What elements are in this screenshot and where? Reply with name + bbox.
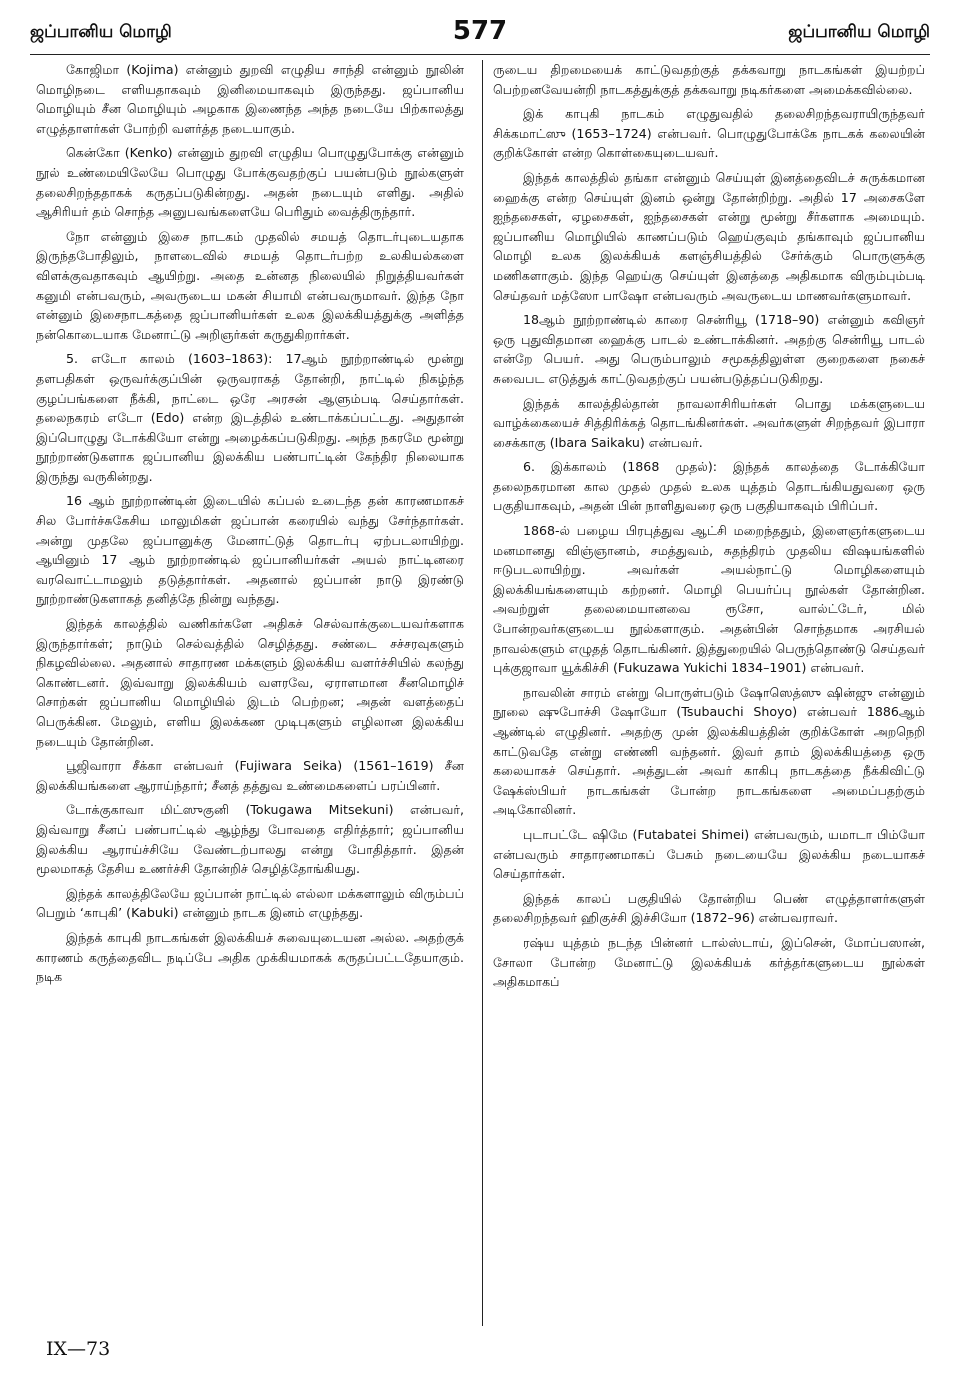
page-header xyxy=(30,18,930,52)
paragraph: இந்தக் காபுகி நாடகங்கள் இலக்கியச் சுவையுடையன அல்ல. அதற்குக் காரணம் கருத்தைவிட நடிப்பே அதிக முக்கியமாகக் கருதப்பட்டதேயாகும். நடிக xyxy=(36,929,464,985)
paragraph: 18ஆம் நூற்றாண்டில் காரை சென்ரியூ (1718–90) என்னும் கவிஞர் ஒரு புதுவிதமான ஹைக்கு பாடல் உண்டாக்கினர். அதற்கு சென்ரியூ பாடல் என்றே பெயர். அது பெரும்பாலும் சமூகத்திலுள்ள குறைகளை நகைச் சுவைபட எடுத்துக் காட்டுவதற்குப் பயன்படுத்தப்படுகிறது. xyxy=(493,312,925,386)
paragraph: இந்தக் காலத்திலேயே ஜப்பான் நாட்டில் எல்லா மக்களாலும் விரும்பப் பெறும் ‘காபுகி’ (Kabuki) என்னும் நாடக இனம் எழுந்தது. xyxy=(36,885,464,921)
paragraph: புடாபட்டே ஷிமே (Futabatei Shimei) என்பவரும், யமாடா பிம்யோ என்பவரும் சாதாரணமாகப் பேசும் நடையையே இலக்கிய நடையாகச் செய்தார்கள். xyxy=(493,826,925,882)
right-column xyxy=(493,60,925,1350)
paragraph: கென்கோ (Kenko) என்னும் துறவி எழுதிய பொழுதுபோக்கு என்னும் நூல் உண்மையிலேயே பொழுது போக்குவதற்குப் பயன்படும் நூல்களுள் தலைசிறந்ததாகக் கருதப்படுகின்றது. அதன் நடையும் எளிது. அதில் ஆசிரியர் தம் சொந்த அனுபவங்களையே பெரிதும் வைத்திருந்தார். xyxy=(36,145,464,220)
page-number: 577 xyxy=(452,16,508,46)
left-column xyxy=(36,60,464,1350)
volume-signature: IX—73 xyxy=(46,1338,111,1360)
paragraph: 5. எடோ காலம் (1603–1863): 17ஆம் நூற்றாண்டில் மூன்று தளபதிகள் ஒருவர்க்குப்பின் ஒருவராகத் தோன்றி, நாட்டில் நிகழ்ந்த குழப்பங்களை நீக்கி, நாட்டை ஒரே அரசன் ஆளும்படி செய்தார்கள். தலைநகரம் எடோ (Edo) என்ற இடத்தில் உண்டாக்கப்பட்டது. அதுதான் இப்பொழுது டோக்கியோ என்று அழைக்கப்படுகிறது. அந்த நகரமே மூன்று நூற்றாண்டுகளாக ஜப்பானிய இலக்கிய பண்பாட்டின் கேந்திர நிலையாக இருந்து வருகின்றது. xyxy=(36,351,464,484)
paragraph: கோஜிமா (Kojima) என்னும் துறவி எழுதிய சாந்தி என்னும் நூலின் மொழிநடை எளியதாகவும் இனிமையாகவும் இருந்தது. ஜப்பானிய மொழியும் சீன மொழியும் அழகாக இணைந்த அந்த நடையே பிற்காலத்து எழுத்தாளர்கள் போற்றி வளர்த்த நடையாகும். xyxy=(36,62,464,136)
paragraph: நோ என்னும் இசை நாடகம் முதலில் சமயத் தொடர்புடையதாக இருந்தபோதிலும், நாளடைவில் சமயத் தொடர்பற்ற உலகியல்களை விளக்குவதாகவும் ஆயிற்று. அதை உன்னத நிலையில் நிறுத்தியவர்கள் கனுமி என்பவரும், அவருடைய மகன் சியாமி என்பவருமாவர். இந்த நோ என்னும் இசைநாடகத்தை ஜப்பானியர்கள் உலக இலக்கியத்துக்கு அளித்த நன்கொடையாக மேனாட்டு அறிஞர்கள் கருதுகிறார்கள். xyxy=(36,228,464,342)
column-divider xyxy=(482,60,483,1326)
paragraph: இந்தக் காலத்தில்தான் நாவலாசிரியர்கள் பொது மக்களுடைய வாழ்க்கையைச் சித்திரிக்கத் தொடங்கினர்கள். அவர்களுள் சிறந்தவர் இபாரா சைக்காகு (Ibara Saikaku) என்பவர். xyxy=(493,395,925,450)
paragraph: பூஜிவாரா சீக்கா என்பவர் (Fujiwara Seika) (1561–1619) சீன இலக்கியங்களை ஆராய்ந்தார்; சீனத் தத்துவ உண்மைகளைப் பரப்பினர். xyxy=(36,758,464,793)
paragraph: டோக்குகாவா மிட்ஸுகுனி (Tokugawa Mitsekuni) என்பவர், இவ்வாறு சீனப் பண்பாட்டில் ஆழ்ந்து போவதை எதிர்த்தார்; ஜப்பானிய இலக்கிய ஆராய்ச்சியே வேண்டற்பாலது என்று போதித்தார். இதன் மூலமாகத் தேசிய உணர்ச்சி தோன்றிச் செழித்தோங்கியது. xyxy=(36,802,464,877)
paragraph: இந்தக் காலப் பகுதியில் தோன்றிய பெண் எழுத்தாளர்களுள் தலைசிறந்தவர் ஹிகுச்சி இச்சியோ (1872–96) என்பவராவர். xyxy=(493,890,925,926)
paragraph: இந்தக் காலத்தில் வணிகர்களே அதிகச் செல்வாக்குடையவர்களாக இருந்தார்கள்; நாடும் செல்வத்தில் செழித்தது. சண்டை சச்சரவுகளும் நிகழவில்லை. அதனால் சாதாரண மக்களும் இலக்கிய வளர்ச்சியில் கலந்து கொண்டனர். இவ்வாறு இலக்கியம் வளரவே, ஏராளமான சீனமொழிச் சொற்கள் ஜப்பானிய மொழியில் இடம் பெற்றன; அதன் வளத்தைப் பெருக்கின. மேலும், எளிய இலக்கண முடிபுகளும் எழிலான இலக்கிய நடையும் தோன்றின. xyxy=(36,616,464,749)
paragraph: 16 ஆம் நூற்றாண்டின் இடையில் கப்பல் உடைந்த தன் காரணமாகச் சில போர்ச்சுகேசிய மாலுமிகள் ஜப்பான் கரையில் வந்து சேர்ந்தார்கள். அன்று முதலே ஜப்பானுக்கு மேனாட்டுத் தொடர்பு ஏற்படலாயிற்று. ஆயினும் 17 ஆம் நூற்றாண்டில் ஜப்பானியர்கள் அயல் நாட்டினரை வரவொட்டாமலும் தடுத்தார்கள். அதனால் ஜப்பான் நாடு இரண்டு நூற்றாண்டுகளாகத் தனித்தே நின்று வந்தது. xyxy=(36,493,464,607)
running-title-right: ஜப்பானிய மொழி xyxy=(788,22,930,42)
paragraph: ருடைய திறமையைக் காட்டுவதற்குத் தக்கவாறு நாடகங்கள் இயற்றப் பெற்றனவேயன்றி நாடகத்துக்குத் தக்கவாறு நடிகர்களை அமைக்கவில்லை. xyxy=(493,62,925,97)
paragraph: 6. இக்காலம் (1868 முதல்): இந்தக் காலத்தை டோக்கியோ தலைநகரமான கால முதல் முதல் உலக யுத்தம் தொடங்கியதுவரை ஒரு பகுதியாகவும், அதன் பின் நாளிதுவரை ஒரு பகுதியாகவும் பிரிப்பர். xyxy=(493,459,925,514)
paragraph: இந்தக் காலத்தில் தங்கா என்னும் செய்யுள் இனத்தைவிடச் சுருக்கமான ஹைக்கு என்ற செய்யுள் இனம் ஒன்று தோன்றிற்று. அதில் 17 அசைகளே ஐந்தசைகள், ஏழசைகள், ஐந்தசைகள் என்று மூன்று சீர்களாக அமையும். ஜப்பானிய மொழியில் காணப்படும் ஹெய்குவும் தங்காவும் ஜப்பானிய மொழி உலக இலக்கியக் களஞ்சியத்தில் சேர்க்கும் பொருளுக்கு மணிகளாகும். இந்த ஹெய்கு செய்யுள் இனத்தை அதிகமாக விரும்பும்படி செய்தவர் மத்ஸோ பாஷோ என்பவரும் அவருடைய மாணவர்களுமாவர். xyxy=(493,169,925,303)
paragraph: 1868-ல் பழைய பிரபுத்துவ ஆட்சி மறைந்ததும், இளைஞர்களுடைய மனமானது விஞ்ஞானம், சமத்துவம், சுதந்திரம் முதலிய விஷயங்களில் ஈடுபடலாயிற்று. அவர்கள் அயல்நாட்டு மொழிகளையும் இலக்கியங்களையும் கற்றனர். மொழி பெயர்ப்பு நூல்கள் தோன்றின. அவற்றுள் தலைமையானவை ரூசோ, வால்ட்டேர், மில் போன்றவர்களுடைய நூல்களாகும். அதன்பின் சொந்தமாக அரசியல் நாவல்களும் எழுதத் தொடங்கினர். இத்துறையில் பெருந்தொண்டு செய்தவர் புக்குஜாவா யூக்கிச்சி (Fukuzawa Yukichi 1834–1901) என்பவர். xyxy=(493,523,925,676)
paragraph: நாவலின் சாரம் என்று பொருள்படும் ஷோஸெத்ஸு ஷின்ஜு என்னும் நூலை ஷுபோச்சி ஷோயோ (Tsubauchi Shoyo) என்பவர் 1886ஆம் ஆண்டில் எழுதினர். அதற்கு முன் இலக்கியத்தின் குறிக்கோள் அறநெறி காட்டுவதே என்று எண்ணி வந்தனர். இவர் தாம் இலக்கியத்தை ஒரு கலையாகச் செய்தார். அத்துடன் அவர் காகிபு நாடகத்தை நீக்கிவிட்டு ஷேக்ஸ்பியர் நாடகங்கள் போன்ற நாடகங்களை அமைப்பதற்கும் அடிகோலினர். xyxy=(493,684,925,818)
header-rule xyxy=(30,54,930,55)
paragraph: இக் காபுகி நாடகம் எழுதுவதில் தலைசிறந்தவராயிருந்தவர் சிக்கமாட்ஸு (1653–1724) என்பவர். பொழுதுபோக்கே நாடகக் கலையின் குறிக்கோள் என்ற கொள்கையுடையவர். xyxy=(493,106,925,161)
running-title-left: ஜப்பானிய மொழி xyxy=(30,22,172,42)
paragraph: ரஷ்ய யுத்தம் நடந்த பின்னர் டால்ஸ்டாய், இப்சென், மோப்பஸான், சோலா போன்ற மேனாட்டு இலக்கியக் கர்த்தர்களுடைய நூல்கள் அதிகமாகப் xyxy=(493,934,925,990)
